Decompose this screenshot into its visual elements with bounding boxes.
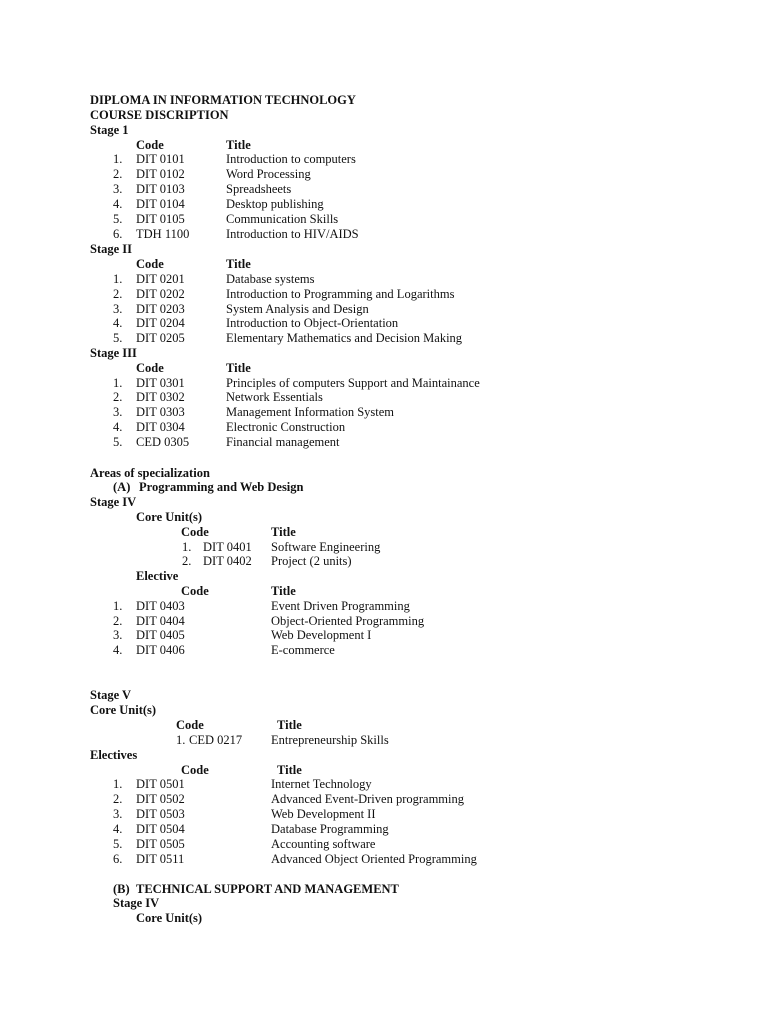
row-number: 1. xyxy=(182,540,192,554)
course-row xyxy=(0,540,768,555)
course-row xyxy=(0,405,768,420)
row-number: 3. xyxy=(113,182,123,196)
course-code: DIT 0402 xyxy=(203,554,252,568)
title-column-header: Title xyxy=(277,763,302,777)
course-code: DIT 0405 xyxy=(136,628,185,642)
course-title: Introduction to computers xyxy=(226,152,356,166)
code-column-header: Code xyxy=(136,257,164,271)
course-code: DIT 0303 xyxy=(136,405,185,419)
row-number: 1. xyxy=(113,152,123,166)
course-code: DIT 0511 xyxy=(136,852,185,866)
course-title: Spreadsheets xyxy=(226,182,292,196)
course-row xyxy=(0,182,768,197)
row-number: 5. xyxy=(113,435,123,449)
title-column-header: Title xyxy=(226,361,251,375)
course-code: DIT 0105 xyxy=(136,212,185,226)
row-number: 3. xyxy=(113,405,123,419)
course-code: CED 0217 xyxy=(189,733,243,747)
course-row xyxy=(0,152,768,167)
row-number: 2. xyxy=(182,554,192,568)
course-code: DIT 0503 xyxy=(136,807,185,821)
core-units-label: Core Unit(s) xyxy=(136,510,203,524)
section-marker: (B) xyxy=(113,882,130,896)
course-code: DIT 0504 xyxy=(136,822,185,836)
course-code: TDH 1100 xyxy=(136,227,190,241)
course-row xyxy=(0,227,768,242)
course-title: Internet Technology xyxy=(271,777,372,791)
course-title: Accounting software xyxy=(271,837,376,851)
row-number: 2. xyxy=(113,390,123,404)
code-column-header: Code xyxy=(181,525,209,539)
course-code: DIT 0204 xyxy=(136,316,185,330)
stage3-column-headers xyxy=(0,361,768,376)
row-number: 2. xyxy=(113,167,123,181)
course-row xyxy=(0,420,768,435)
course-title: Introduction to HIV/AIDS xyxy=(226,227,359,241)
course-code: DIT 0203 xyxy=(136,302,185,316)
course-row xyxy=(0,614,768,629)
stage1-heading xyxy=(0,123,768,138)
row-number: 6. xyxy=(113,852,123,866)
row-number: 4. xyxy=(113,822,123,836)
course-row xyxy=(0,316,768,331)
course-row xyxy=(0,554,768,569)
code-column-header: Code xyxy=(136,361,164,375)
course-title: Software Engineering xyxy=(271,540,381,554)
course-code: DIT 0505 xyxy=(136,837,185,851)
stage5-core-units-heading xyxy=(0,703,768,718)
stage4-label: Stage IV xyxy=(113,896,160,910)
course-title: Advanced Object Oriented Programming xyxy=(271,852,477,866)
course-title: Project (2 units) xyxy=(271,554,352,568)
row-number: 1. xyxy=(113,376,123,390)
row-number: 1. xyxy=(113,599,123,613)
electives-label: Electives xyxy=(90,748,138,762)
electives-heading xyxy=(0,748,768,763)
course-code: DIT 0102 xyxy=(136,167,185,181)
course-row xyxy=(0,599,768,614)
course-title: Event Driven Programming xyxy=(271,599,410,613)
course-title: Database Programming xyxy=(271,822,389,836)
course-title: Desktop publishing xyxy=(226,197,324,211)
row-number: 2. xyxy=(113,614,123,628)
course-row xyxy=(0,777,768,792)
course-title: Object-Oriented Programming xyxy=(271,614,425,628)
course-code: DIT 0404 xyxy=(136,614,185,628)
course-row xyxy=(0,287,768,302)
stage5-label: Stage V xyxy=(90,688,132,702)
title-column-header: Title xyxy=(277,718,302,732)
row-number: 3. xyxy=(113,302,123,316)
document-title-line xyxy=(0,93,768,108)
course-row xyxy=(0,852,768,867)
course-title: System Analysis and Design xyxy=(226,302,369,316)
course-row xyxy=(0,807,768,822)
row-number: 3. xyxy=(113,807,123,821)
row-number: 1. xyxy=(113,272,123,286)
specialization-label: Areas of specialization xyxy=(90,466,210,480)
row-number: 1. xyxy=(113,777,123,791)
course-code: DIT 0406 xyxy=(136,643,185,657)
course-code: CED 0305 xyxy=(136,435,190,449)
course-row xyxy=(0,197,768,212)
section-marker: (A) xyxy=(113,480,131,494)
course-title: Web Development I xyxy=(271,628,372,642)
course-title: Advanced Event-Driven programming xyxy=(271,792,464,806)
stage4-heading xyxy=(0,495,768,510)
document-subtitle: COURSE DISCRIPTION xyxy=(90,108,229,122)
document-title: DIPLOMA IN INFORMATION TECHNOLOGY xyxy=(90,93,356,107)
stage5-core-column-headers xyxy=(0,718,768,733)
b-stage4-heading xyxy=(0,896,768,911)
specialization-b-heading xyxy=(0,882,768,897)
course-row xyxy=(0,302,768,317)
row-number: 6. xyxy=(113,227,123,241)
stage3-label: Stage III xyxy=(90,346,137,360)
specialization-a-title: Programming and Web Design xyxy=(139,480,304,494)
course-title: Financial management xyxy=(226,435,340,449)
core-units-label: Core Unit(s) xyxy=(90,703,157,717)
elective-label: Elective xyxy=(136,569,179,583)
course-title: Elementary Mathematics and Decision Making xyxy=(226,331,463,345)
row-number: 5. xyxy=(113,331,123,345)
course-row xyxy=(0,331,768,346)
title-column-header: Title xyxy=(271,584,296,598)
course-title: Introduction to Object-Orientation xyxy=(226,316,399,330)
specialization-a-heading xyxy=(0,480,768,495)
course-row xyxy=(0,272,768,287)
course-code: DIT 0205 xyxy=(136,331,185,345)
core-units-label: Core Unit(s) xyxy=(136,911,203,925)
course-code: DIT 0501 xyxy=(136,777,185,791)
stage5-elective-column-headers xyxy=(0,763,768,778)
row-number: 1. xyxy=(176,733,186,747)
stage5-heading xyxy=(0,688,768,703)
course-code: DIT 0103 xyxy=(136,182,185,196)
row-number: 5. xyxy=(113,837,123,851)
course-title: Communication Skills xyxy=(226,212,339,226)
code-column-header: Code xyxy=(181,763,209,777)
course-title: Entrepreneurship Skills xyxy=(271,733,389,747)
course-code: DIT 0201 xyxy=(136,272,185,286)
course-title: Word Processing xyxy=(226,167,311,181)
stage2-heading xyxy=(0,242,768,257)
row-number: 5. xyxy=(113,212,123,226)
course-title: Network Essentials xyxy=(226,390,323,404)
code-column-header: Code xyxy=(181,584,209,598)
course-title: Electronic Construction xyxy=(226,420,346,434)
code-column-header: Code xyxy=(176,718,204,732)
stage4-core-column-headers xyxy=(0,525,768,540)
course-code: DIT 0401 xyxy=(203,540,252,554)
row-number: 4. xyxy=(113,420,123,434)
course-title: Principles of computers Support and Maintainance xyxy=(226,376,480,390)
course-row xyxy=(0,435,768,450)
course-row xyxy=(0,837,768,852)
course-code: DIT 0302 xyxy=(136,390,185,404)
course-row xyxy=(0,390,768,405)
stage4-elective-column-headers xyxy=(0,584,768,599)
course-title: Introduction to Programming and Logarithms xyxy=(226,287,455,301)
course-row xyxy=(0,792,768,807)
course-title: Management Information System xyxy=(226,405,395,419)
stage4-label: Stage IV xyxy=(90,495,137,509)
b-core-units-heading xyxy=(0,911,768,926)
title-column-header: Title xyxy=(271,525,296,539)
course-row xyxy=(0,212,768,227)
row-number: 4. xyxy=(113,643,123,657)
course-row xyxy=(0,822,768,837)
row-number: 2. xyxy=(113,792,123,806)
row-number: 4. xyxy=(113,197,123,211)
stage3-heading xyxy=(0,346,768,361)
course-code: DIT 0502 xyxy=(136,792,185,806)
course-code: DIT 0202 xyxy=(136,287,185,301)
row-number: 2. xyxy=(113,287,123,301)
course-row xyxy=(0,167,768,182)
document-subtitle-line xyxy=(0,108,768,123)
course-title: Web Development II xyxy=(271,807,376,821)
core-units-heading xyxy=(0,510,768,525)
course-row xyxy=(0,628,768,643)
course-title: Database systems xyxy=(226,272,315,286)
elective-heading xyxy=(0,569,768,584)
course-code: DIT 0104 xyxy=(136,197,185,211)
course-row xyxy=(0,376,768,391)
specialization-b-title: TECHNICAL SUPPORT AND MANAGEMENT xyxy=(136,882,399,896)
stage1-label: Stage 1 xyxy=(90,123,129,137)
course-code: DIT 0301 xyxy=(136,376,185,390)
stage2-label: Stage II xyxy=(90,242,133,256)
row-number: 3. xyxy=(113,628,123,642)
title-column-header: Title xyxy=(226,257,251,271)
specialization-heading xyxy=(0,466,768,481)
course-code: DIT 0101 xyxy=(136,152,185,166)
course-row xyxy=(0,733,768,748)
row-number: 4. xyxy=(113,316,123,330)
course-row xyxy=(0,643,768,658)
course-code: DIT 0403 xyxy=(136,599,185,613)
title-column-header: Title xyxy=(226,138,251,152)
course-title: E-commerce xyxy=(271,643,335,657)
stage2-column-headers xyxy=(0,257,768,272)
stage1-column-headers xyxy=(0,138,768,153)
course-code: DIT 0304 xyxy=(136,420,185,434)
code-column-header: Code xyxy=(136,138,164,152)
